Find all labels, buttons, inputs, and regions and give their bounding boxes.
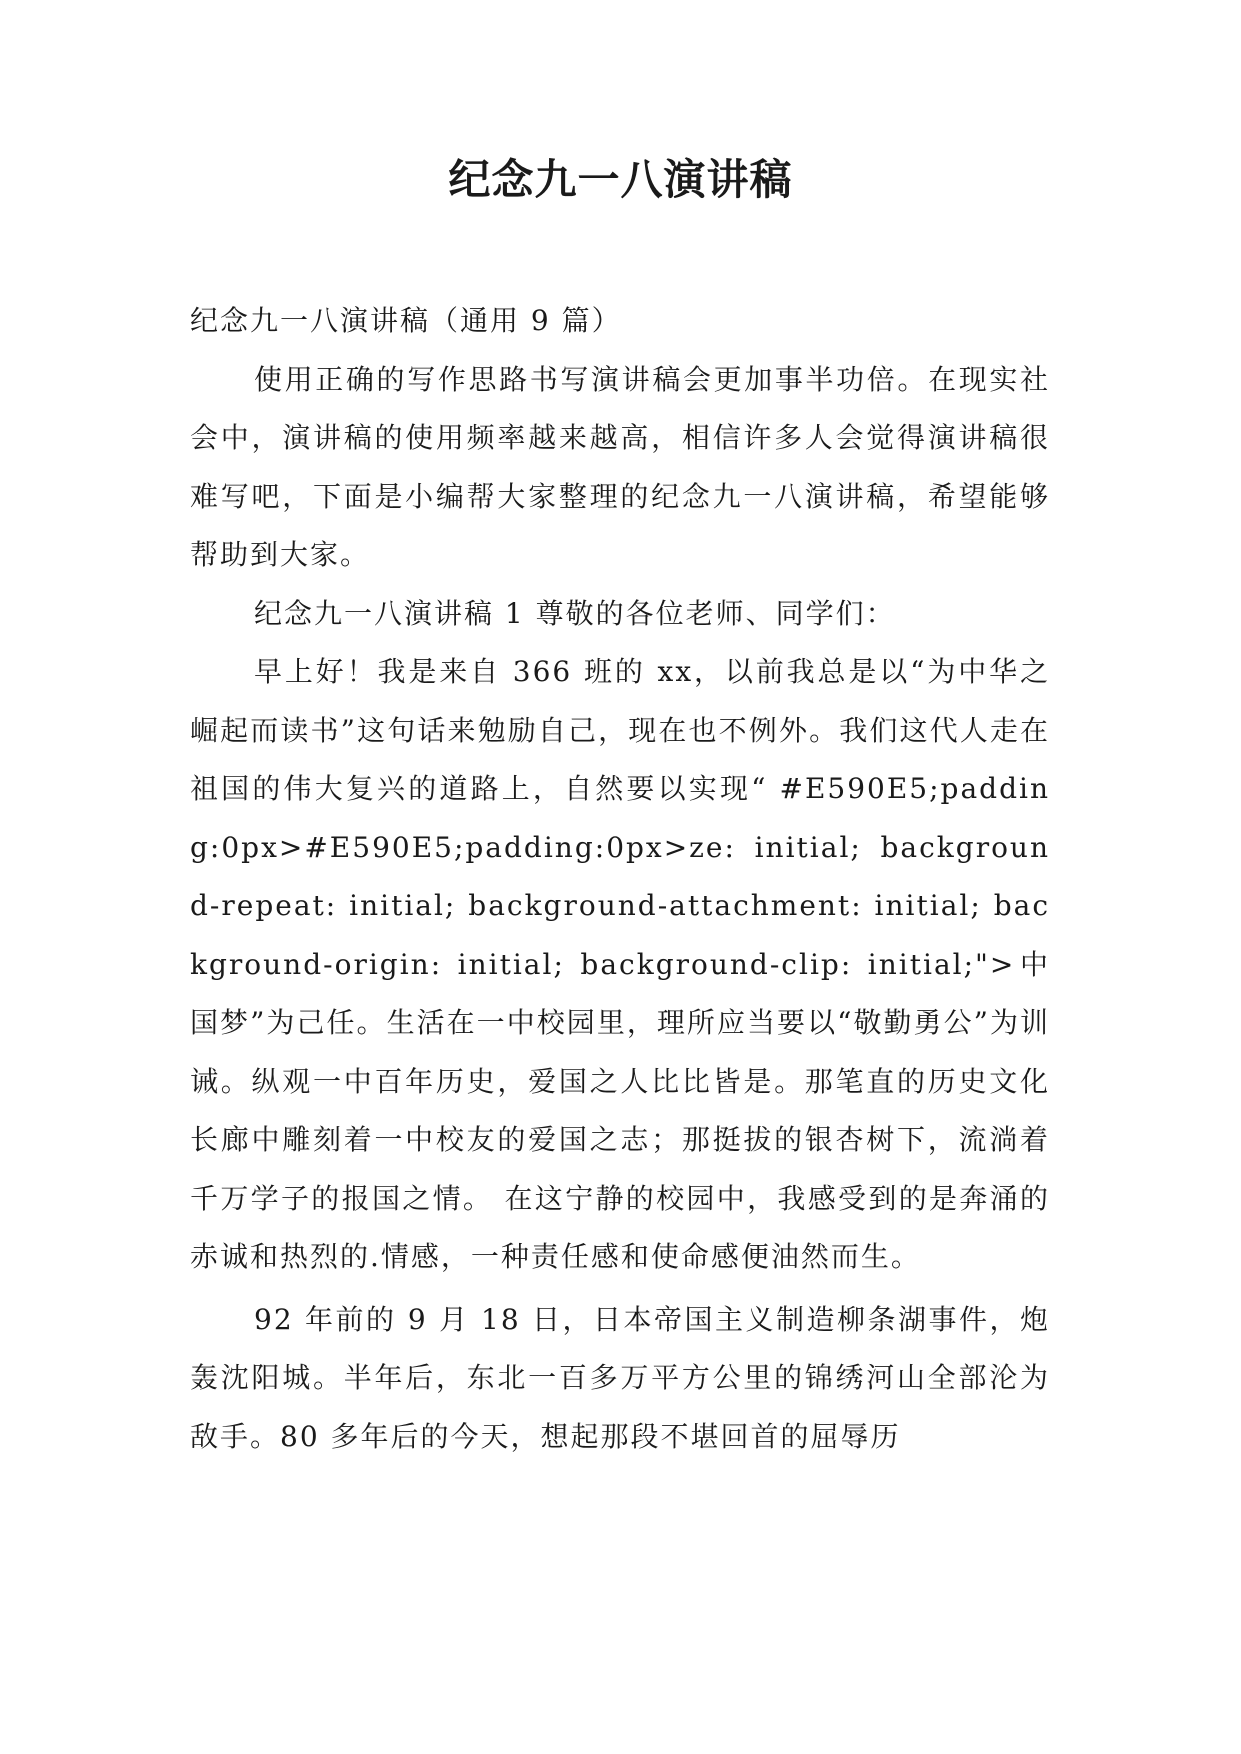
paragraph-speech-heading: 纪念九一八演讲稿 1 尊敬的各位老师、同学们： [254,596,896,630]
document-subtitle: 纪念九一八演讲稿（通用 9 篇） [190,304,622,337]
document-title: 纪念九一八演讲稿 [448,155,793,204]
paragraph-history: 92 年前的 9 月 18 日，日本帝国主义制造柳条湖事件，炮轰沈阳城。半年后，东北一百多万平方公里的锦绣河山全部沦为敌手。80 多年后的今天，想起那段不堪回首的屈辱历 [190,1302,1050,1453]
paragraph-intro: 使用正确的写作思路书写演讲稿会更加事半功倍。在现实社会中，演讲稿的使用频率越来越高，相信许多人会觉得演讲稿很难写吧，下面是小编帮大家整理的纪念九一八演讲稿，希望能够帮助到大家。 [190,362,1050,571]
document-body [190,292,1050,1466]
paragraph-greeting: 早上好！我是来自 366 班的 xx，以前我总是以“为中华之崛起而读书”这句话来勉励自己，现在也不例外。我们这代人走在祖国的伟大复兴的道路上，自然要以实现“ #E590E5;padding:0px>#E590E5;padding:0px>ze: initial; background-repeat: initial; background-attachment: initial; background-origin: initial; background-clip: initial;">中国梦”为己任。生活在一中校园里，理所应当要以“敬勤勇公”为训诫。纵观一中百年历史，爱国之人比比皆是。那笔直的历史文化长廊中雕刻着一中校友的爱国之志；那挺拔的银杏树下，流淌着千万学子的报国之情。 在这宁静的校园中，我感受到的是奔涌的赤诚和热烈的.情感，一种责任感和使命感便油然而生。 [190,655,1050,1273]
